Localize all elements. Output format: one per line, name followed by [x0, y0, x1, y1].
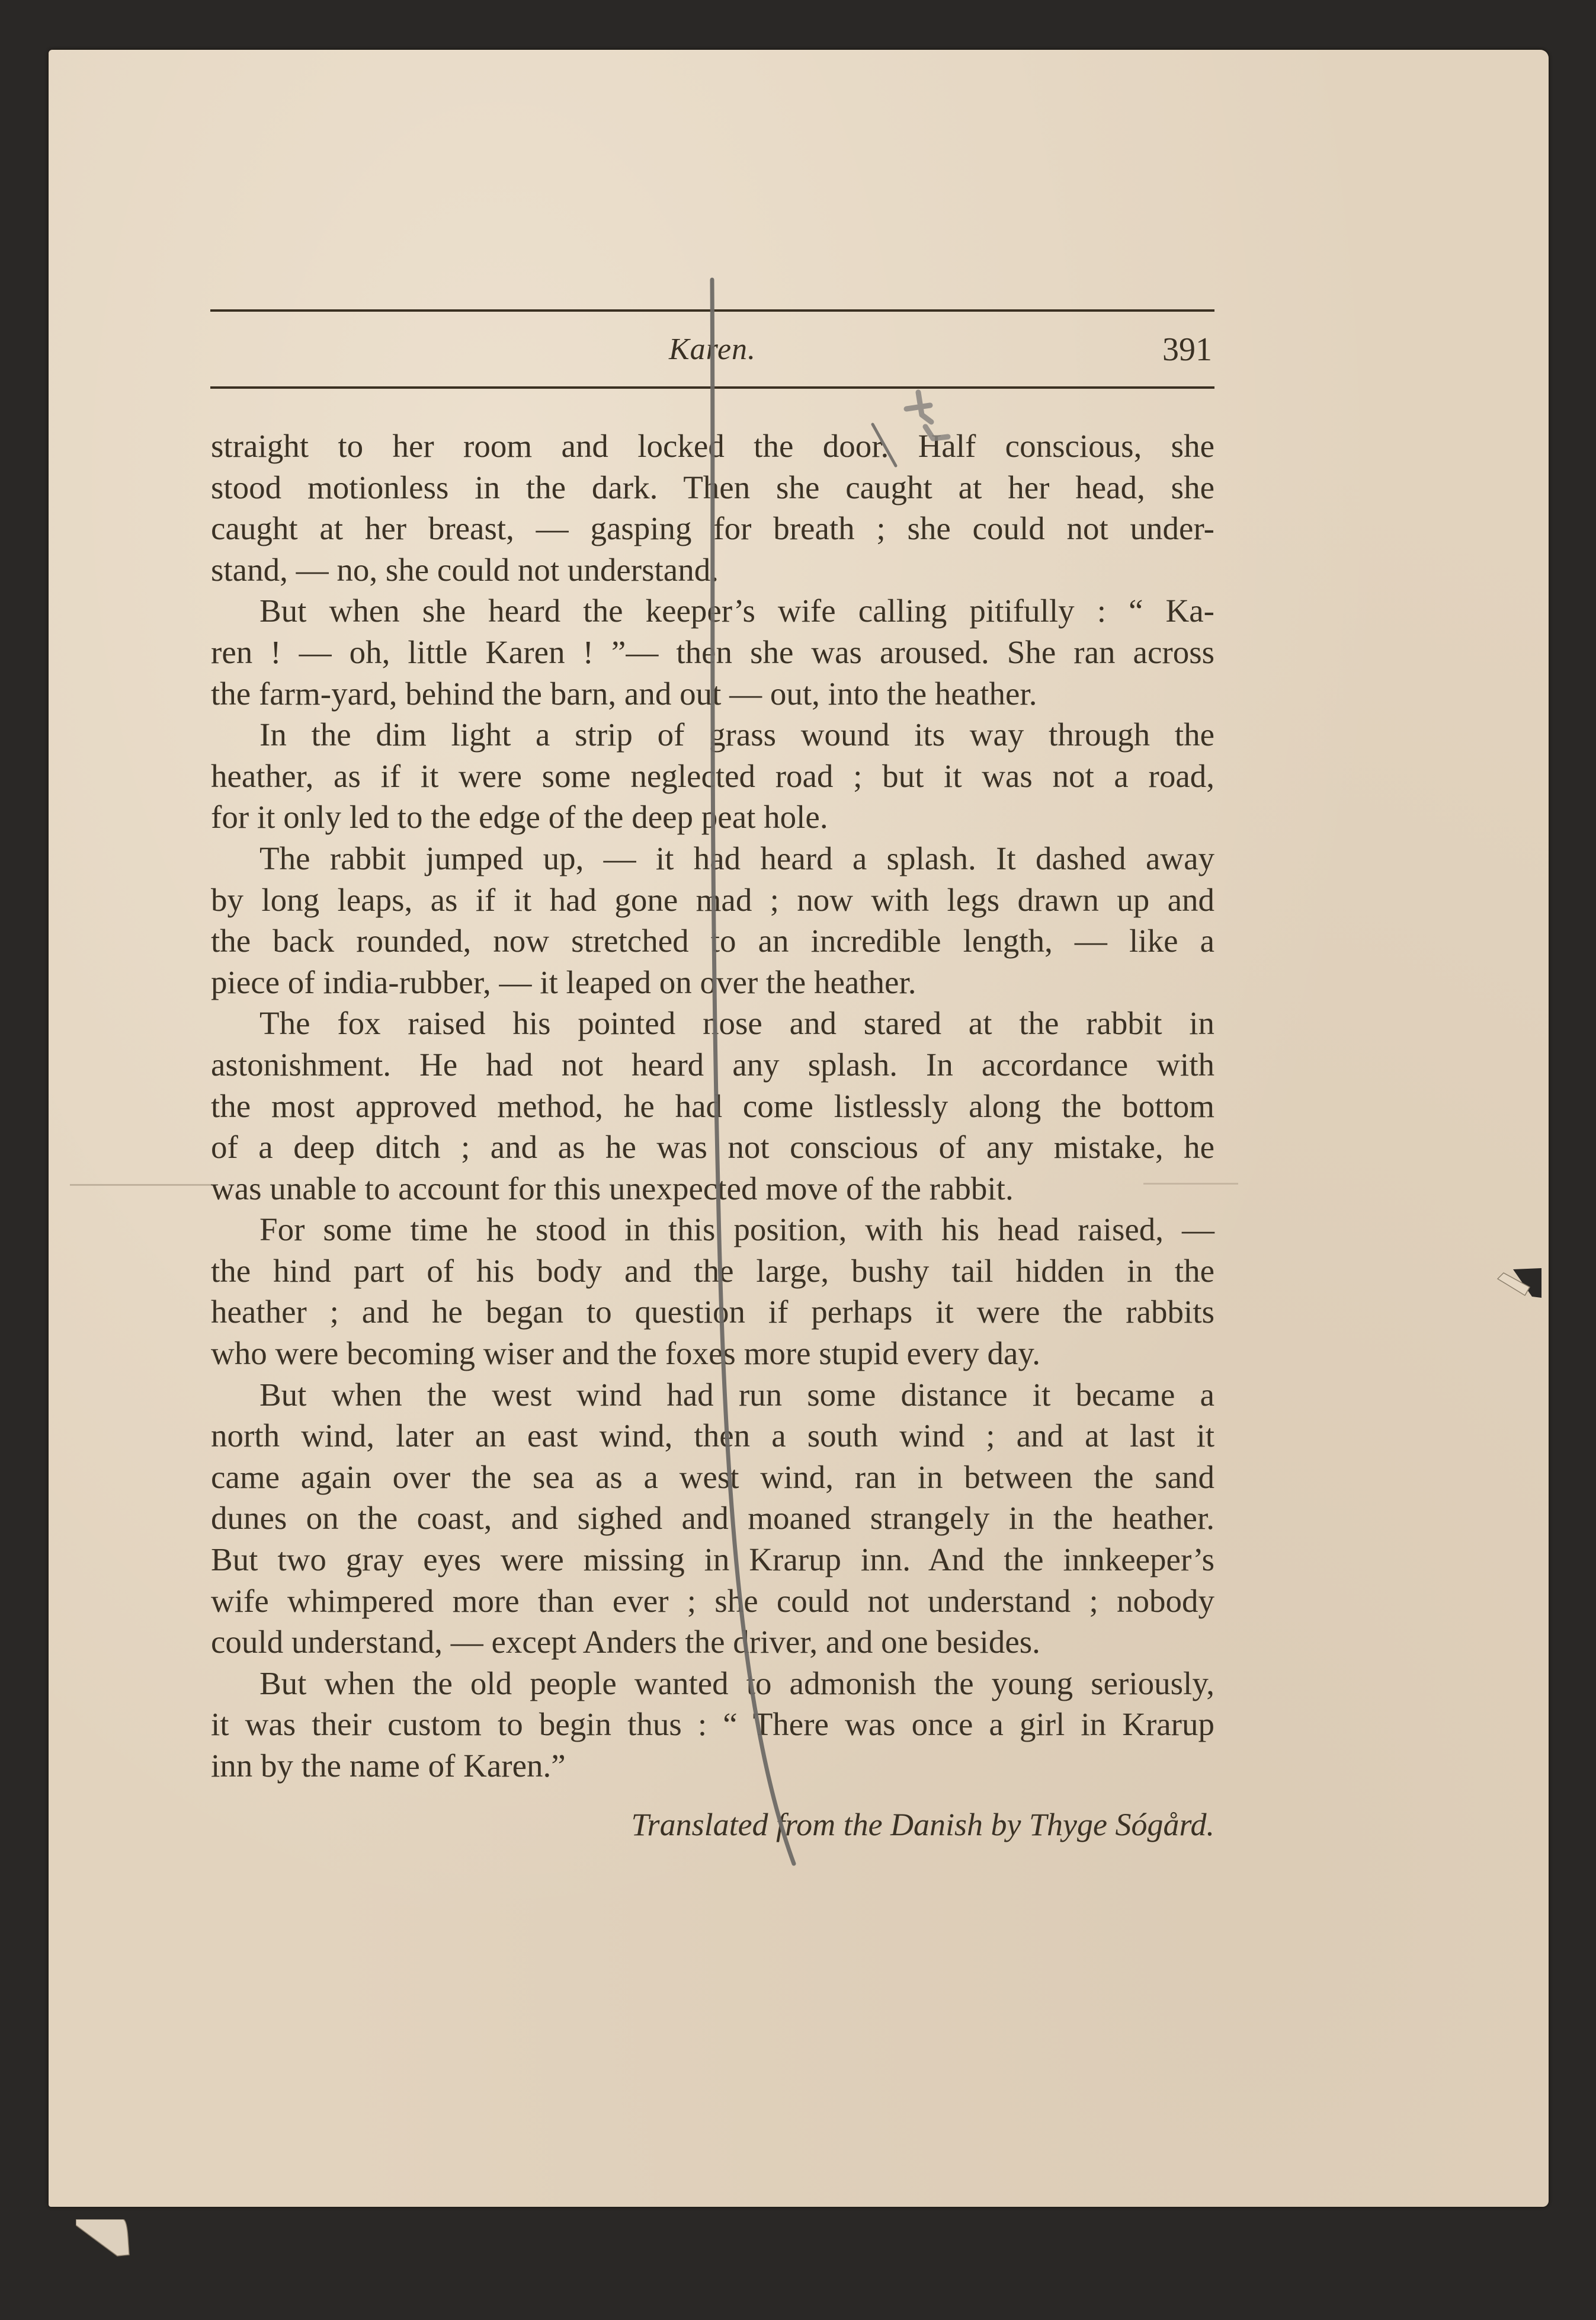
text-line: ren ! — oh, little Karen ! ”— then she was aroused. She ran across: [211, 633, 1214, 670]
text-line: stand, — no, she could not understand.: [211, 551, 719, 588]
text-line: But when the old people wanted to admonish the young seriously,: [259, 1665, 1214, 1701]
text-line: heather ; and he began to question if perhaps it were the rabbits: [211, 1294, 1214, 1330]
text-line: the farm-yard, behind the barn, and out — out, into the heather.: [211, 675, 1037, 712]
stray-margin-mark: [70, 1184, 212, 1186]
text-line: of a deep ditch ; and as he was not conscious of any mistake, he: [211, 1129, 1214, 1166]
book-page: [49, 50, 1549, 2207]
text-line: the most approved method, he had come listlessly along the bottom: [211, 1087, 1214, 1124]
text-line: north wind, later an east wind, then a south wind ; and at last it: [211, 1417, 1214, 1454]
text-line: In the dim light a strip of grass wound its way through the: [259, 716, 1214, 753]
text-line: caught at her breast, — gasping for breath ; she could not under-: [211, 510, 1214, 547]
paragraph: [211, 1374, 1214, 1663]
paragraph: [211, 1663, 1214, 1787]
body-text: [211, 425, 1214, 1787]
paragraph: [211, 1209, 1214, 1374]
torn-edge-notch: [1495, 1268, 1543, 1298]
running-head: [210, 309, 1214, 389]
text-line: straight to her room and locked the door. Half conscious, she: [211, 428, 1214, 464]
text-line: who were becoming wiser and the foxes more stupid every day.: [211, 1335, 1041, 1372]
text-line: it was their custom to begin thus : “ There was once a girl in Krarup: [211, 1706, 1214, 1743]
text-line: the back rounded, now stretched to an incredible length, — like a: [211, 923, 1214, 959]
paragraph: [211, 714, 1214, 838]
translator-attribution: Translated from the Danish by Thyge Sógård.: [631, 1807, 1214, 1842]
text-line: the hind part of his body and the large, bushy tail hidden in the: [211, 1252, 1214, 1289]
text-line: astonishment. He had not heard any splash. In accordance with: [211, 1046, 1214, 1083]
paragraph: [211, 590, 1214, 714]
text-line: But when the west wind had run some distance it became a: [259, 1376, 1214, 1413]
page-number: 391: [1162, 331, 1212, 368]
text-line: stood motionless in the dark. Then she caught at her head, she: [211, 469, 1214, 505]
text-line: dunes on the coast, and sighed and moaned strangely in the heather.: [211, 1500, 1214, 1537]
paragraph: [211, 425, 1214, 590]
header-bottom-rule: [210, 386, 1214, 389]
paragraph: [211, 1003, 1214, 1209]
text-line: But two gray eyes were missing in Krarup inn. And the innkeeper’s: [211, 1541, 1214, 1578]
text-line: came again over the sea as a west wind, ran in between the sand: [211, 1458, 1214, 1495]
stray-margin-mark: [1143, 1183, 1238, 1185]
page-title: Karen.: [668, 332, 757, 366]
text-line: piece of india-rubber, — it leaped on over the heather.: [211, 964, 916, 1000]
text-line: could understand, — except Anders the driver, and one besides.: [211, 1624, 1040, 1660]
folded-corner: [76, 2219, 135, 2267]
text-line: wife whimpered more than ever ; she could not understand ; nobody: [211, 1582, 1214, 1619]
text-line: for it only led to the edge of the deep peat hole.: [211, 799, 828, 836]
text-line: The fox raised his pointed nose and stared at the rabbit in: [259, 1005, 1214, 1042]
text-line: For some time he stood in this position, with his head raised, —: [259, 1211, 1214, 1248]
text-line: But when she heard the keeper’s wife calling pitifully : “ Ka-: [259, 593, 1214, 629]
text-line: inn by the name of Karen.”: [211, 1748, 566, 1784]
text-line: heather, as if it were some neglected road ; but it was not a road,: [211, 757, 1214, 794]
text-line: The rabbit jumped up, — it had heard a splash. It dashed away: [259, 840, 1214, 876]
text-line: was unable to account for this unexpected move of the rabbit.: [211, 1170, 1014, 1207]
paragraph: [211, 838, 1214, 1003]
header-top-rule: [210, 309, 1214, 312]
text-line: by long leaps, as if it had gone mad ; now with legs drawn up and: [211, 881, 1214, 918]
